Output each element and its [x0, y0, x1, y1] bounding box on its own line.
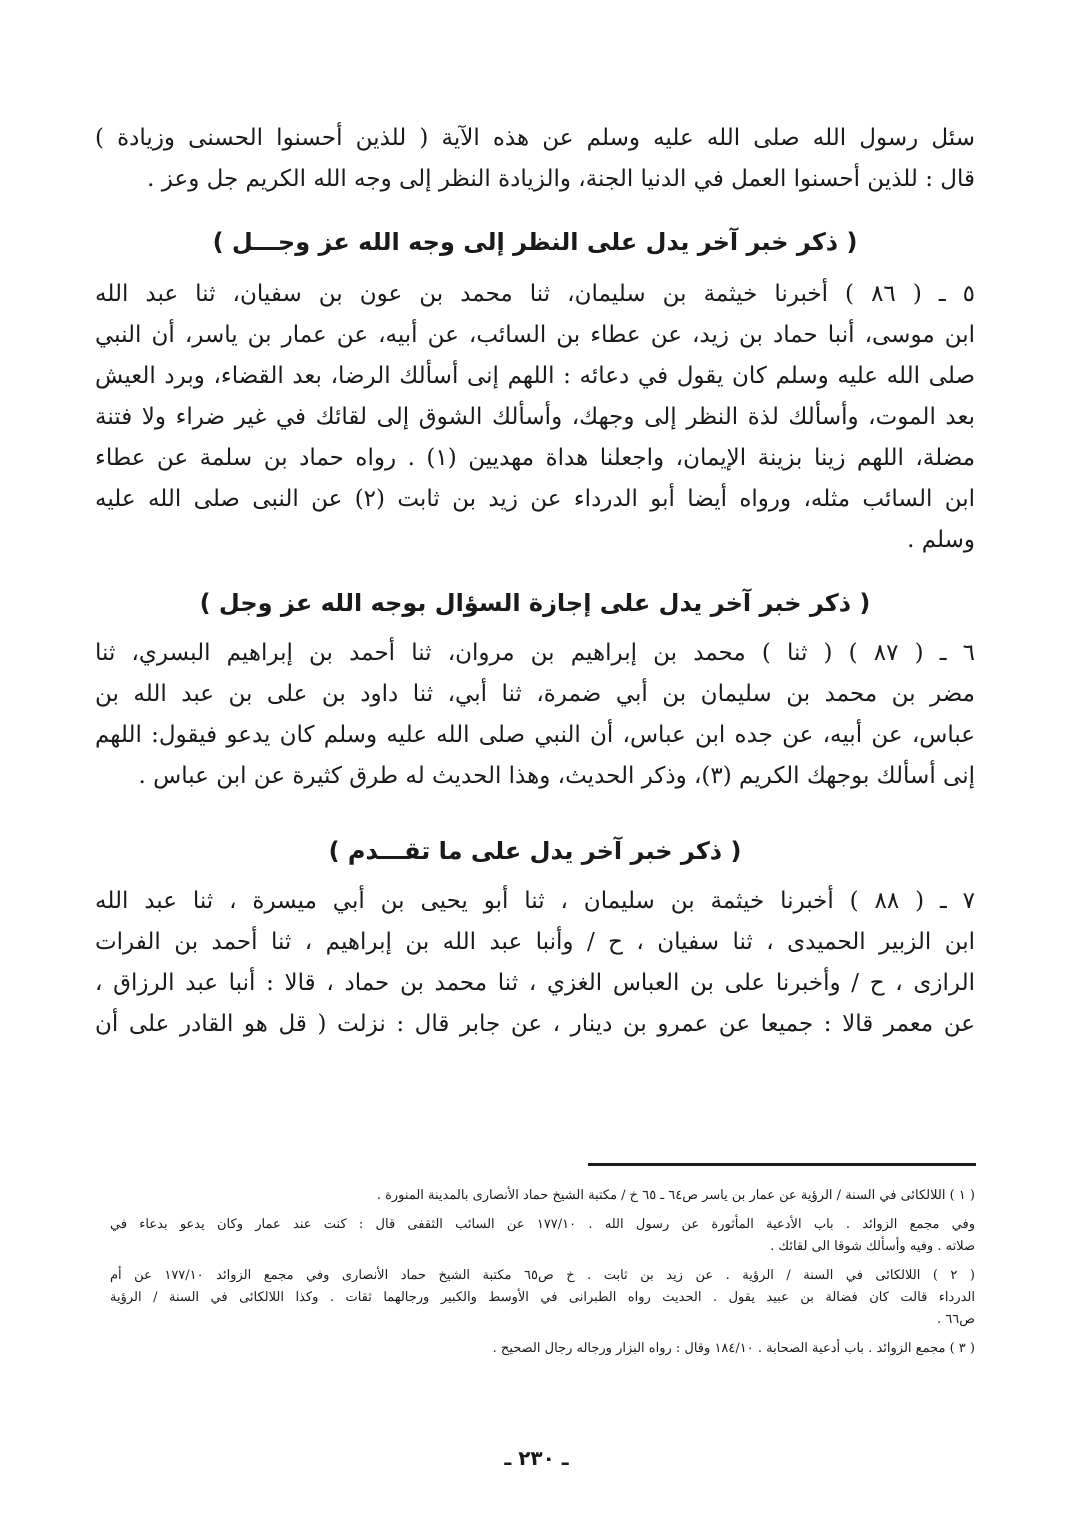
footnote-line: الدرداء قالت كان فضالة بن عبيد يقول . الحديث رواه الطبرانى في الأوسط والكبير ورجالهما ثقات . وكذا اللالكائى في السنة / الرؤية: [110, 1290, 975, 1305]
text-line: الرازى ، ح / وأخبرنا على بن العباس الغزي ، ثنا محمد بن حماد ، قالا : أنبا عبد الرزاق ،: [95, 970, 975, 996]
text-line: مضلة، اللهم زينا بزينة الإيمان، واجعلنا هداة مهديين (١) . رواه حماد بن سلمة عن عطاء: [95, 445, 976, 471]
section-heading: ( ذكر خبر آخر يدل على إجازة السؤال بوجه الله عز وجل ): [199, 589, 871, 617]
main-text: [95, 118, 975, 1045]
text-line: قال : للذين أحسنوا العمل في الدنيا الجنة، والزيادة النظر إلى وجه الله الكريم جل وعز .: [147, 166, 975, 192]
footnote-line: ( ١ ) اللالكائى في السنة / الرؤية عن عمار بن ياسر ص٦٤ ـ ٦٥ خ / مكتبة الشيخ حماد الأنصارى بالمدينة المنورة .: [376, 1188, 975, 1203]
text-line: ابن الزبير الحميدى ، ثنا سفيان ، ح / وأنبا عبد الله بن إبراهيم ، ثنا أحمد بن الفرات: [95, 929, 975, 955]
footnote-2: [110, 1265, 975, 1331]
text-line: مضر بن محمد بن سليمان بن أبي ضمرة، ثنا أبي، ثنا داود بن على بن عبد الله بن: [95, 681, 975, 707]
hadith-88-paragraph: [95, 881, 975, 1045]
text-line: سئل رسول الله صلى الله عليه وسلم عن هذه الآية ( للذين أحسنوا الحسنى وزيادة ): [95, 125, 975, 151]
footnote-line: ( ٣ ) مجمع الزوائد . باب أدعية الصحابة . ١٨٤/١٠ وقال : رواه البزار ورجاله رجال الصحيح .: [492, 1341, 975, 1356]
text-line: صلى الله عليه وسلم كان يقول في دعائه : اللهم إنى أسألك الرضا، بعد القضاء، وبرد العيش: [95, 363, 975, 389]
text-line: ٧ ـ ( ٨٨ ) أخبرنا خيثمة بن سليمان ، ثنا أبو يحيى بن أبي ميسرة ، ثنا عبد الله: [95, 888, 975, 914]
text-line: ٥ ـ ( ٨٦ ) أخبرنا خيثمة بن سليمان، ثنا محمد بن عون بن سفيان، ثنا عبد الله: [95, 281, 975, 307]
footnotes: [110, 1185, 975, 1367]
footnote-line: ص٦٦ .: [937, 1312, 975, 1327]
footnote-1-continued: [110, 1214, 975, 1258]
text-line: بعد الموت، وأسألك لذة النظر إلى وجهك، وأسألك الشوق إلى لقائك في غير ضراء ولا فتنة: [95, 404, 975, 430]
footnote-line: صلاته . وفيه وأسألك شوقا الى لقائك .: [770, 1239, 975, 1254]
page-number: ـ ٢٣٠ ـ: [504, 1446, 569, 1470]
hadith-86-paragraph: [95, 274, 975, 561]
text-line: وسلم .: [907, 527, 975, 553]
hadith-87-paragraph: [95, 633, 975, 797]
footnote-line: ( ٢ ) اللالكائى في السنة / الرؤية . عن زيد بن ثابت . خ ص٦٥ مكتبة الشيخ حماد الأنصارى وفي مجمع الزوائد ١٧٧/١٠ عن أم: [110, 1268, 975, 1283]
footnote-3: [110, 1338, 975, 1360]
footnote-separator: [588, 1163, 976, 1166]
text-line: عن معمر قالا : جميعا عن عمرو بن دينار ، عن جابر قال : نزلت ( قل هو القادر على أن: [95, 1011, 975, 1037]
text-line: ابن السائب مثله، ورواه أيضا أبو الدرداء عن زيد بن ثابت (٢) عن النبى صلى الله عليه: [95, 486, 975, 512]
footnote-line: وفي مجمع الزوائد . باب الأدعية المأثورة عن رسول الله . ١٧٧/١٠ عن السائب الثقفى قال : كنت عند عمار وكان يدعو بدعاء في: [110, 1217, 976, 1232]
text-line: عباس، عن أبيه، عن جده ابن عباس، أن النبي صلى الله عليه وسلم كان يدعو فيقول: اللهم: [95, 722, 975, 748]
section-heading: ( ذكر خبر آخر يدل على النظر إلى وجه الله عز وجـــل ): [212, 228, 858, 256]
text-line: ٦ ـ ( ٨٧ ) ( ثنا ) محمد بن إبراهيم بن مروان، ثنا أحمد بن إبراهيم البسري، ثنا: [95, 640, 975, 666]
section-heading: ( ذكر خبر آخر يدل على ما تقـــدم ): [328, 837, 742, 865]
text-line: ابن موسى، أنبا حماد بن زيد، عن عطاء بن السائب، عن أبيه، عن عمار بن ياسر، أن النبي: [95, 322, 975, 348]
intro-paragraph: [95, 118, 975, 200]
footnote-1: [110, 1185, 975, 1207]
text-line: إنى أسألك بوجهك الكريم (٣)، وذكر الحديث، وهذا الحديث له طرق كثيرة عن ابن عباس .: [138, 763, 975, 789]
